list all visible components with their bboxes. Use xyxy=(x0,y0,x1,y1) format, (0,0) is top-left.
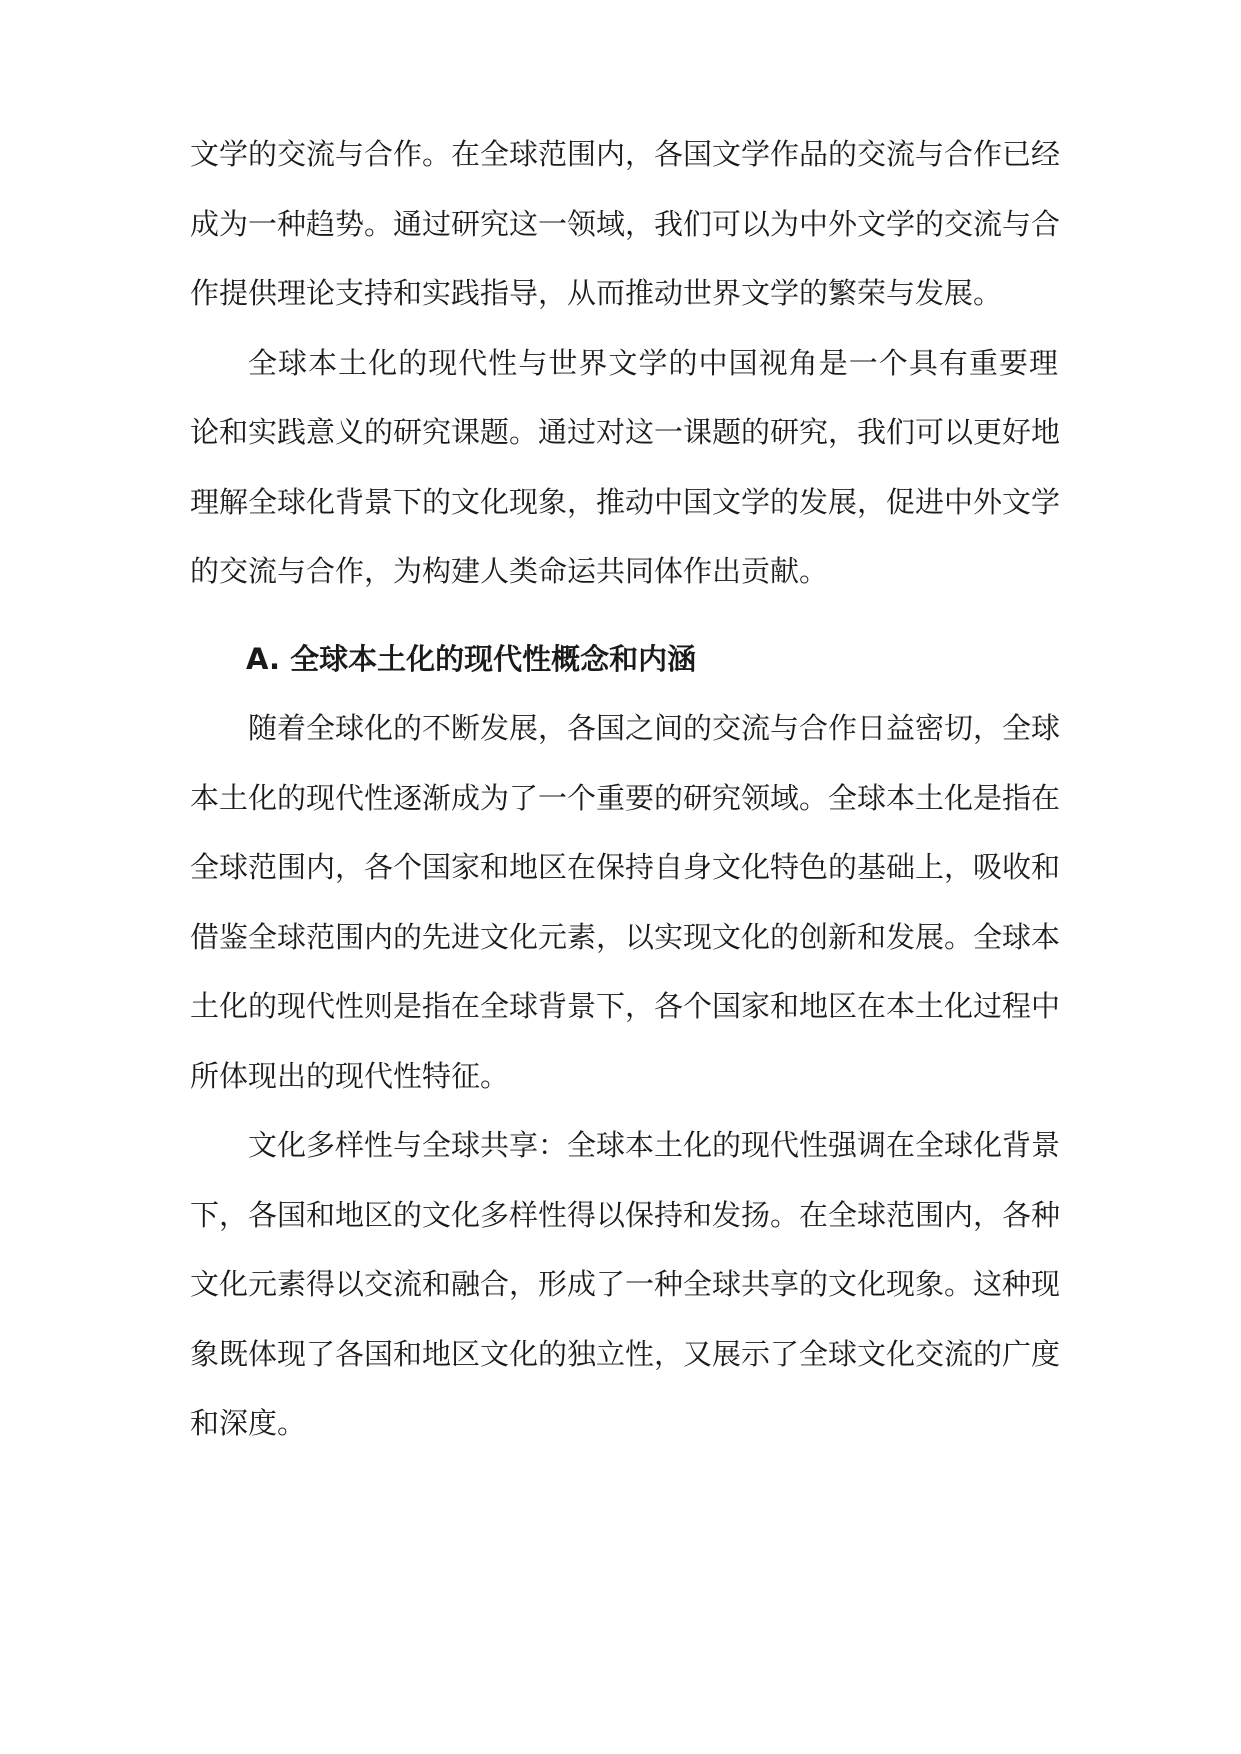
paragraph-3-line-1: 随着全球化的不断发展，各国之间的交流与合作日益密切，全球 xyxy=(248,711,1061,745)
paragraph-3-line-2: 本土化的现代性逐渐成为了一个重要的研究领域。全球本土化是指在 xyxy=(190,781,1061,815)
paragraph-4-line-4: 象既体现了各国和地区文化的独立性，又展示了全球文化交流的广度 xyxy=(190,1337,1061,1371)
paragraph-3-line-5: 土化的现代性则是指在全球背景下，各个国家和地区在本土化过程中 xyxy=(190,989,1061,1023)
paragraph-3-line-4: 借鉴全球范围内的先进文化元素，以实现文化的创新和发展。全球本 xyxy=(190,920,1061,954)
paragraph-1-line-3: 作提供理论支持和实践指导，从而推动世界文学的繁荣与发展。 xyxy=(190,276,1003,310)
paragraph-2-line-2: 论和实践意义的研究课题。通过对这一课题的研究，我们可以更好地 xyxy=(190,415,1061,449)
paragraph-3-line-3: 全球范围内，各个国家和地区在保持自身文化特色的基础上，吸收和 xyxy=(190,850,1061,884)
paragraph-4-line-3: 文化元素得以交流和融合，形成了一种全球共享的文化现象。这种现 xyxy=(190,1267,1061,1301)
paragraph-2-line-3: 理解全球化背景下的文化现象，推动中国文学的发展，促进中外文学 xyxy=(190,485,1061,519)
paragraph-4-line-1: 文化多样性与全球共享：全球本土化的现代性强调在全球化背景 xyxy=(248,1128,1061,1162)
paragraph-4-line-2: 下，各国和地区的文化多样性得以保持和发扬。在全球范围内，各种 xyxy=(190,1198,1061,1232)
paragraph-1-line-2: 成为一种趋势。通过研究这一领域，我们可以为中外文学的交流与合 xyxy=(190,207,1061,241)
paragraph-2-line-4: 的交流与合作，为构建人类命运共同体作出贡献。 xyxy=(190,554,829,588)
section-heading: A. 全球本土化的现代性概念和内涵 xyxy=(246,642,697,676)
paragraph-2-line-1: 全球本土化的现代性与世界文学的中国视角是一个具有重要理 xyxy=(248,346,1058,380)
paragraph-1-line-1: 文学的交流与合作。在全球范围内，各国文学作品的交流与合作已经 xyxy=(190,137,1061,171)
paragraph-3-line-6: 所体现出的现代性特征。 xyxy=(190,1059,510,1093)
paragraph-4-line-5: 和深度。 xyxy=(190,1406,307,1440)
